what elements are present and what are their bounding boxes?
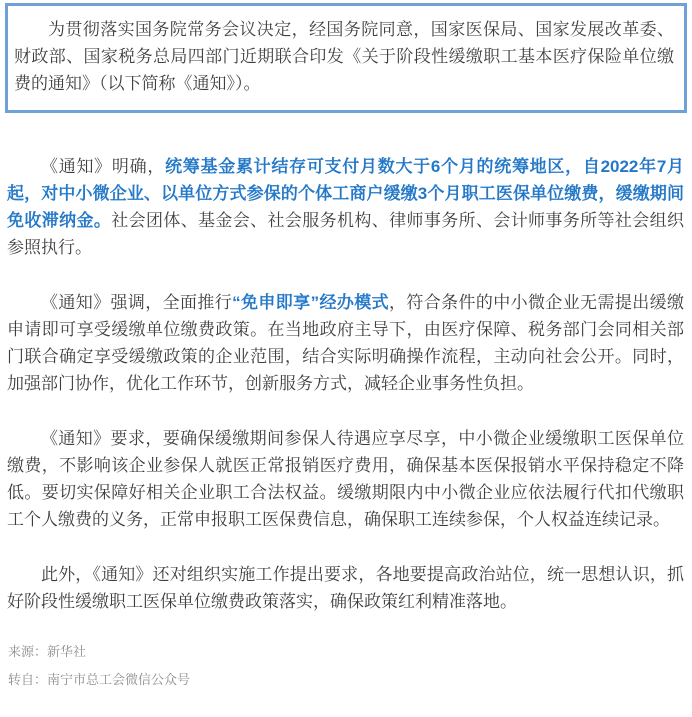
repost-line: 转自：南宁市总工会微信公众号 <box>8 672 191 687</box>
highlighted-text-segment: “免申即享”经办模式 <box>232 293 389 312</box>
article-body <box>7 153 684 615</box>
text-segment: 《通知》要求，要确保缓缴期间参保人待遇应享尽享，中小微企业缓缴职工医保单位缴费，不影响该企业参保人就医正常报销医疗费用，确保基本医保报销水平保持稳定不降低。要切实保障好相关企业职工合法权益。缓缴期限内中小微企业应依法履行代扣代缴职工个人缴费的义务，正常申报职工医保费信息，确保职工连续参保，个人权益连续记录。 <box>7 429 684 529</box>
highlighted-text-segment: 统筹基金累计结存可支付月数大于6个月的统筹地区，自2022年7月起，对中小微企业、以单位方式参保的个体工商户缓缴3个月职工医保单位缴费，缓缴期间免收滞纳金。 <box>7 157 685 230</box>
text-segment: 《通知》明确， <box>41 157 166 176</box>
article-footer <box>8 643 684 689</box>
body-paragraph <box>7 289 684 397</box>
text-segment: 此外，《通知》还对组织实施工作提出要求，各地要提高政治站位，统一思想认识，抓好阶段性缓缴职工医保单位缴费政策落实，确保政策红利精准落地。 <box>7 565 684 611</box>
body-paragraph <box>7 425 684 533</box>
body-paragraph <box>7 561 684 615</box>
body-paragraph <box>7 153 684 261</box>
intro-paragraph: 为贯彻落实国务院常务会议决定，经国务院同意，国家医保局、国家发展改革委、财政部、国家税务总局四部门近期联合印发《关于阶段性缓缴职工基本医疗保险单位缴费的通知》（以下简称《通知》）。 <box>14 20 674 93</box>
source-line: 来源：新华社 <box>8 644 87 659</box>
text-segment: 《通知》强调，全面推行 <box>41 293 233 312</box>
text-segment: 社会团体、基金会、社会服务机构、律师事务所、会计师事务所等社会组织参照执行。 <box>7 211 685 257</box>
text-segment: ，符合条件的中小微企业无需提出缓缴申请即可享受缓缴单位缴费政策。在当地政府主导下，由医疗保障、税务部门会同相关部门联合确定享受缓缴政策的企业范围，结合实际明确操作流程，主动向社会公开。同时，加强部门协作，优化工作环节，创新服务方式，减轻企业事务性负担。 <box>7 293 685 393</box>
intro-highlight-box <box>5 3 687 113</box>
